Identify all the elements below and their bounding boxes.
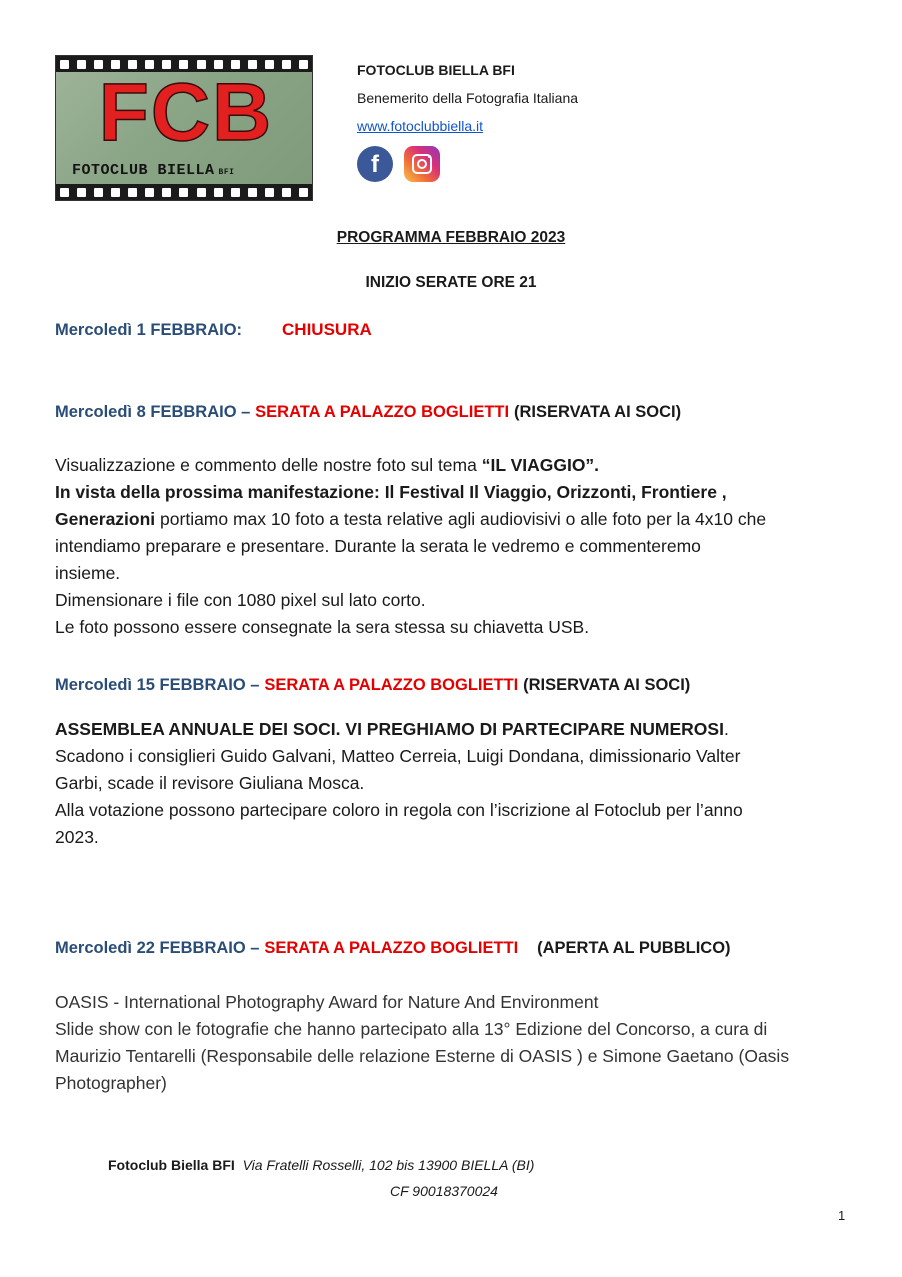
event-3-line-3: Garbi, scade il revisore Giuliana Mosca. bbox=[55, 773, 365, 793]
event-4-description bbox=[55, 989, 789, 1097]
event-4-line-2: Slide show con le fotografie che hanno partecipato alla 13° Edizione del Concorso, a cura di bbox=[55, 1019, 768, 1039]
event-1-day: Mercoledì 1 FEBBRAIO: bbox=[55, 321, 243, 339]
event-4-line-4: Photographer) bbox=[55, 1073, 167, 1093]
program-subtitle: INIZIO SERATE ORE 21 bbox=[365, 274, 537, 291]
instagram-icon[interactable] bbox=[404, 146, 440, 182]
event-2-description bbox=[55, 452, 766, 641]
event-2-line-6: Dimensionare i file con 1080 pixel sul lato corto. bbox=[55, 590, 426, 610]
website-link[interactable]: www.fotoclubbiella.it bbox=[357, 118, 484, 134]
footer-org: Fotoclub Biella BFI bbox=[108, 1157, 235, 1173]
logo-name: FOTOCLUB BIELLA BFI bbox=[72, 162, 235, 179]
event-1-status: CHIUSURA bbox=[282, 320, 372, 339]
event-4-line-3: Maurizio Tentarelli (Responsabile delle relazione Esterne di OASIS ) e Simone Gaetano (Oasis bbox=[55, 1046, 790, 1066]
footer-address bbox=[108, 1157, 534, 1173]
event-2-line-5: insieme. bbox=[55, 563, 121, 583]
event-2-heading: Mercoledì 8 FEBBRAIO – SERATA A PALAZZO BOGLIETTI (RISERVATA AI SOCI) bbox=[55, 403, 682, 421]
page-number: 1 bbox=[838, 1208, 846, 1223]
event-4-line-1: OASIS - International Photography Award for Nature And Environment bbox=[55, 992, 599, 1012]
event-2-line-1: Visualizzazione e commento delle nostre foto sul tema “IL VIAGGIO”. bbox=[55, 455, 600, 475]
logo-letters: FCB bbox=[98, 67, 274, 158]
event-2-line-3: Generazioni portiamo max 10 foto a testa relative agli audiovisivi o alle foto per la 4x10 che bbox=[55, 509, 767, 529]
program-title: PROGRAMMA FEBBRAIO 2023 bbox=[336, 229, 566, 246]
fotoclub-logo bbox=[55, 55, 313, 201]
event-1-heading bbox=[55, 316, 372, 344]
event-4-heading: Mercoledì 22 FEBBRAIO – SERATA A PALAZZO BOGLIETTI (APERTA AL PUBBLICO) bbox=[55, 939, 731, 957]
event-2-line-7: Le foto possono essere consegnate la sera stessa su chiavetta USB. bbox=[55, 617, 590, 637]
film-strip-bottom bbox=[56, 184, 312, 200]
event-3-heading: Mercoledì 15 FEBBRAIO – SERATA A PALAZZO BOGLIETTI (RISERVATA AI SOCI) bbox=[55, 676, 691, 694]
footer-street: Via Fratelli Rosselli, 102 bis 13900 BIELLA (BI) bbox=[242, 1157, 535, 1173]
logo-suffix: BFI bbox=[218, 168, 235, 177]
club-name: FOTOCLUB BIELLA BFI bbox=[357, 62, 515, 78]
event-3-description bbox=[55, 716, 743, 851]
event-3-line-4: Alla votazione possono partecipare coloro in regola con l’iscrizione al Fotoclub per l’anno bbox=[55, 800, 743, 820]
club-motto: Benemerito della Fotografia Italiana bbox=[357, 90, 579, 106]
event-2-line-2: In vista della prossima manifestazione: Il Festival Il Viaggio, Orizzonti, Frontiere , bbox=[55, 482, 727, 502]
event-2-line-4: intendiamo preparare e presentare. Durante la serata le vedremo e commenteremo bbox=[55, 536, 701, 556]
facebook-icon[interactable]: f bbox=[357, 146, 393, 182]
event-3-line-5: 2023. bbox=[55, 827, 99, 847]
footer-cf: CF 90018370024 bbox=[390, 1183, 498, 1199]
event-3-line-2: Scadono i consiglieri Guido Galvani, Matteo Cerreia, Luigi Dondana, dimissionario Valter bbox=[55, 746, 741, 766]
event-3-line-1: ASSEMBLEA ANNUALE DEI SOCI. VI PREGHIAMO DI PARTECIPARE NUMEROSI. bbox=[55, 719, 729, 739]
